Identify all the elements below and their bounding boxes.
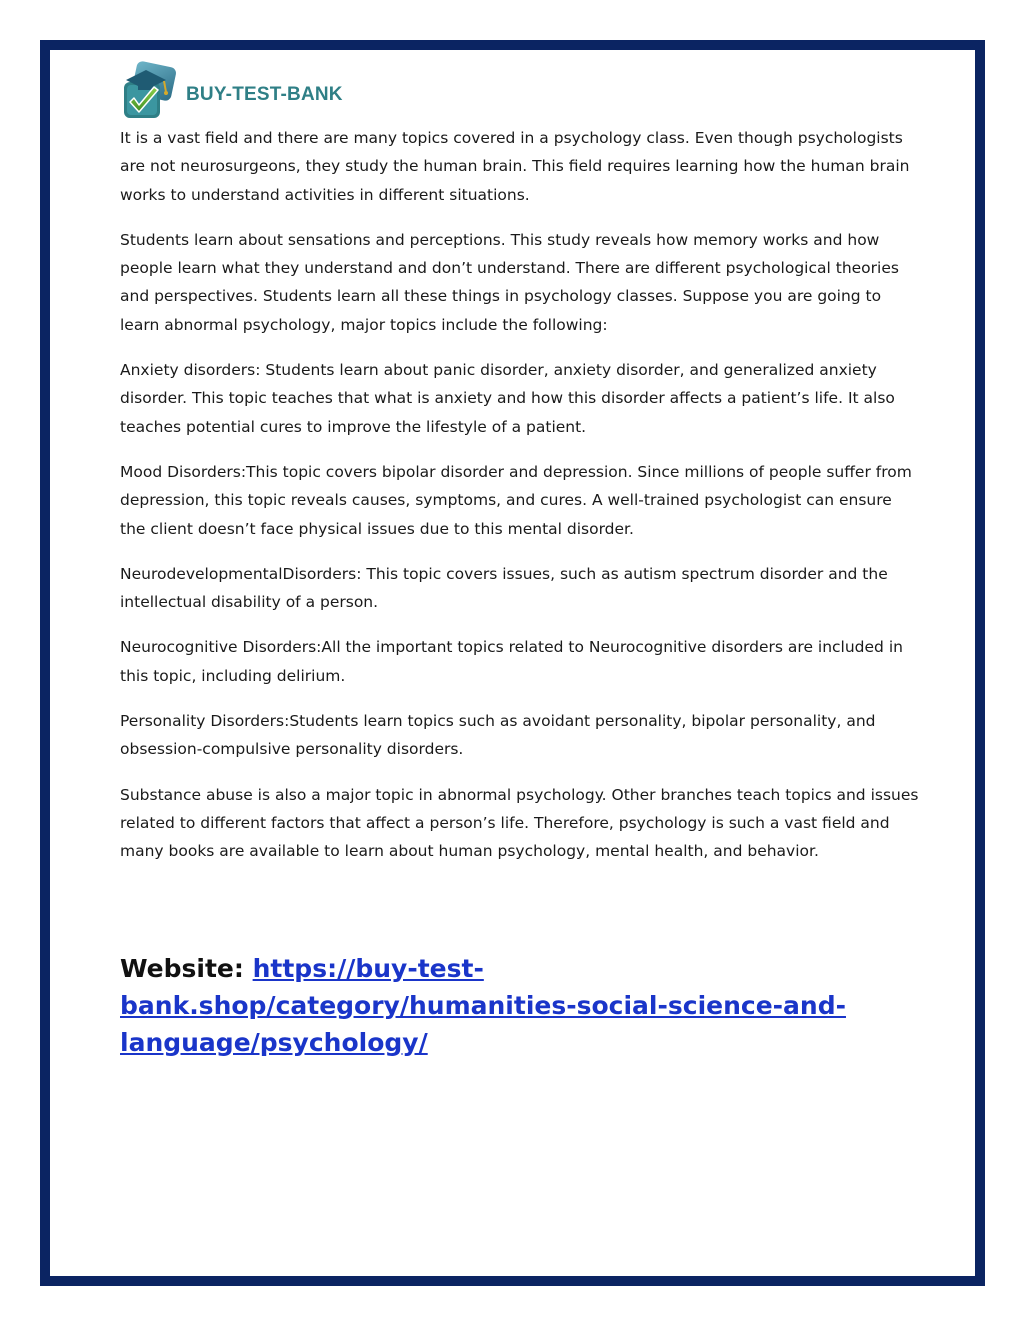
paragraph-mood: Mood Disorders:This topic covers bipolar disorder and depression. Since millions of people suffer from depression, this topic reveals causes, symptoms, and cures. A well-trained psychologist can ensure the client doesn’t face physical issues due to this mental disorder. [120,462,912,538]
paragraph-personality: Personality Disorders:Students learn topics such as avoidant personality, bipolar personality, and obsession-compulsive personality disorders. [120,712,876,759]
paragraph-sensations: Students learn about sensations and perceptions. This study reveals how memory works and how people learn what they understand and don’t understand. There are different psychological theories and perspectives. Students learn all these things in psychology classes. Suppose you are going to learn abnormal psychology, major topics include the following: [120,230,899,334]
paragraph-neurodevelopmental: NeurodevelopmentalDisorders: This topic covers issues, such as autism spectrum disorder and the intellectual disability of a person. [120,564,888,612]
paragraph-intro: It is a vast field and there are many topics covered in a psychology class. Even though psychologists are not neurosurgeons, they study the human brain. This field requires learning how the human brain works to understand activities in different situations. [120,129,910,204]
paragraph-anxiety: Anxiety disorders: Students learn about panic disorder, anxiety disorder, and generalized anxiety disorder. This topic teaches that what is anxiety and how this disorder affects a patient’s life. It also teaches potential cures to improve the lifestyle of a patient. [120,361,895,436]
paragraph-substance-abuse: Substance abuse is also a major topic in abnormal psychology. Other branches teach topics and issues related to different factors that affect a person’s life. Therefore, psychology is such a vast field and many books are available to learn about human psychology, mental health, and behavior. [120,785,919,861]
document-body [120,124,920,883]
website-line [120,950,910,1061]
brand-name: BUY-TEST-BANK [186,84,343,105]
graduation-cap-checkmark-icon [120,58,184,126]
brand-logo [120,58,343,126]
paragraph-neurocognitive: Neurocognitive Disorders:All the important topics related to Neurocognitive disorders are included in this topic, including delirium. [120,638,903,685]
website-link[interactable]: https://buy-test-bank.shop/category/humanities-social-science-and-language/psychology/ [120,954,846,1057]
website-label: Website: [120,954,244,983]
